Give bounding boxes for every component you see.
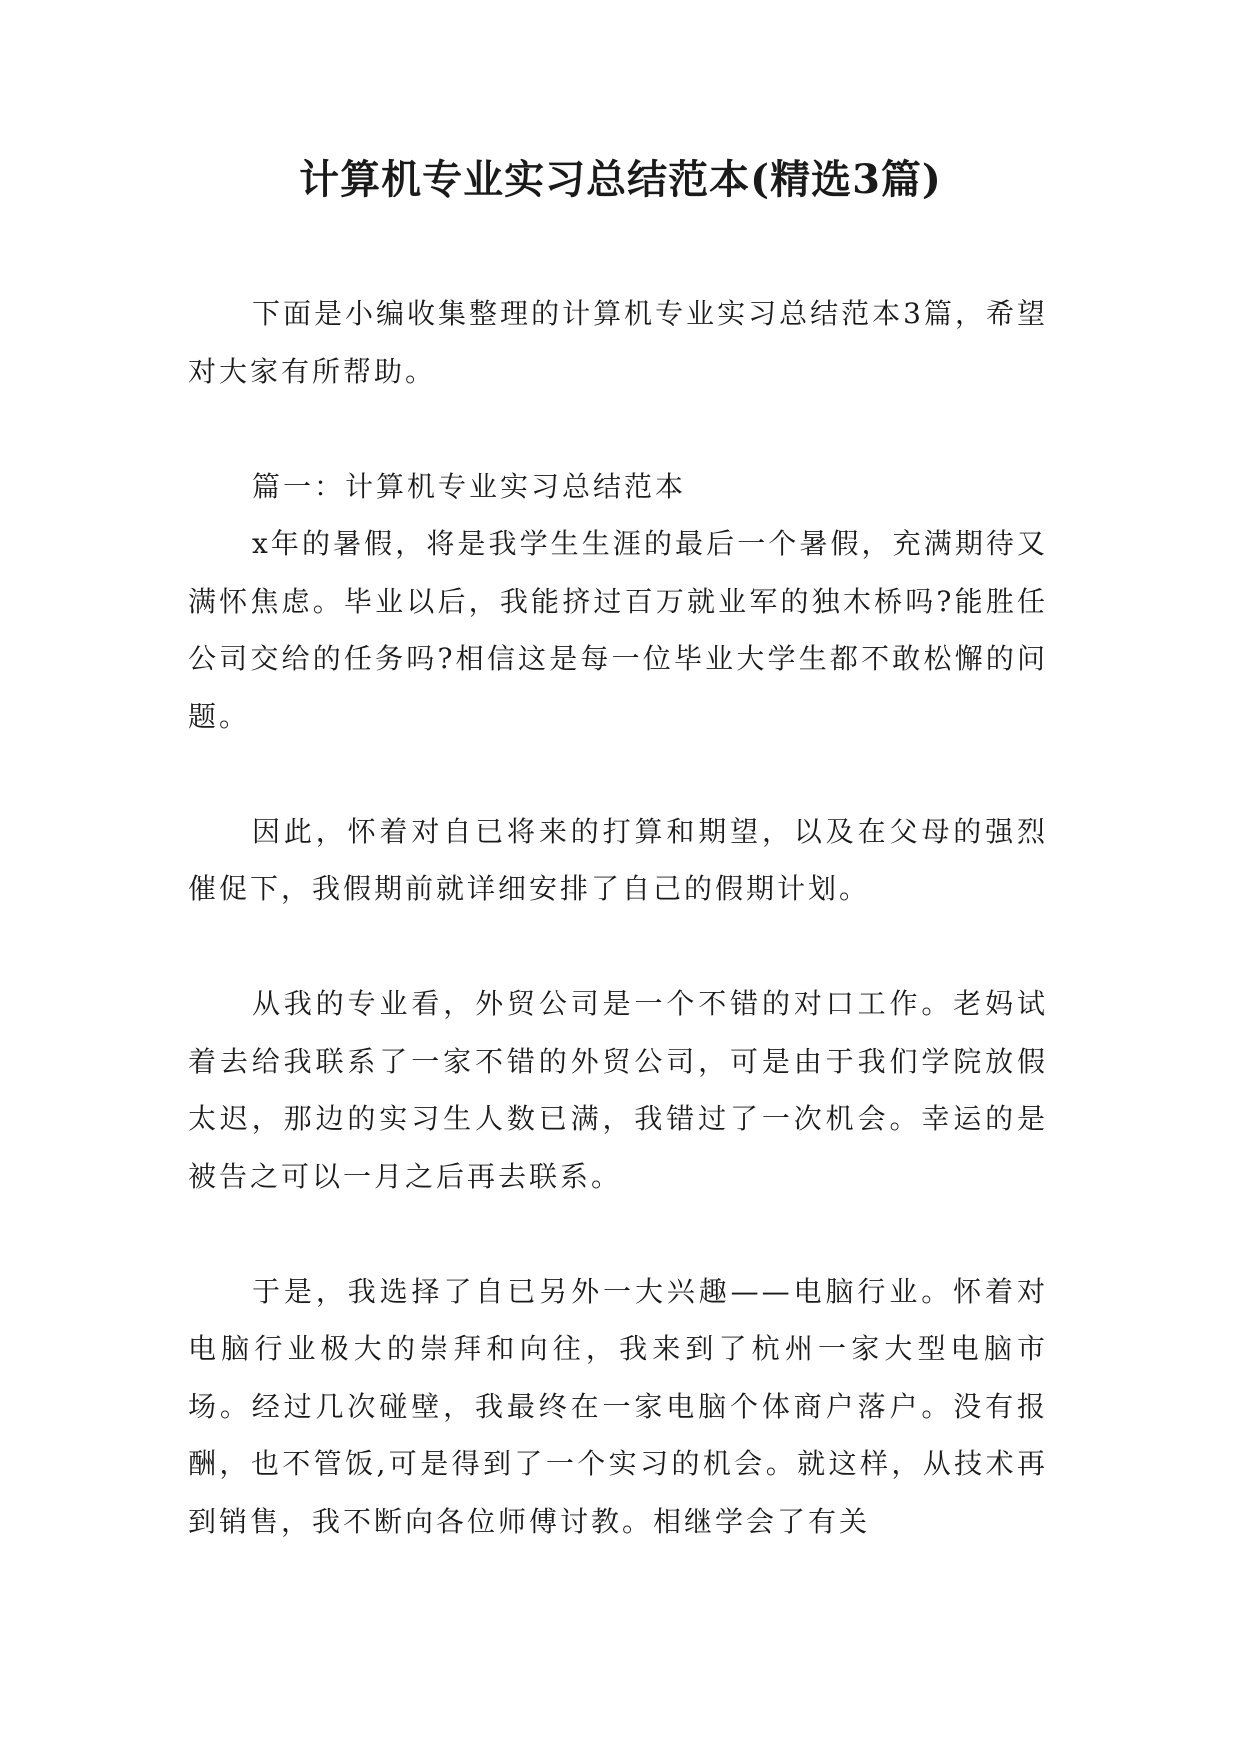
paragraph-gap bbox=[188, 745, 1048, 803]
body-paragraph-1: x年的暑假，将是我学生生涯的最后一个暑假，充满期待又满怀焦虑。毕业以后，我能挤过百万就业军的独木桥吗?能胜任公司交给的任务吗?相信这是每一位毕业大学生都不敢松懈的问题。 bbox=[188, 527, 1048, 733]
document-body bbox=[188, 285, 1048, 1550]
paragraph-gap bbox=[188, 400, 1048, 458]
body-paragraph-2: 因此，怀着对自已将来的打算和期望，以及在父母的强烈催促下，我假期前就详细安排了自己的假期计划。 bbox=[188, 814, 1048, 905]
body-paragraph-3: 从我的专业看，外贸公司是一个不错的对口工作。老妈试着去给我联系了一家不错的外贸公司，可是由于我们学院放假太迟，那边的实习生人数已满，我错过了一次机会。幸运的是被告之可以一月之后再去联系。 bbox=[188, 987, 1048, 1193]
body-paragraph-4: 于是，我选择了自已另外一大兴趣——电脑行业。怀着对电脑行业极大的崇拜和向往，我来到了杭州一家大型电脑市场。经过几次碰壁，我最终在一家电脑个体商户落户。没有报酬，也不管饭,可是得到了一个实习的机会。就这样，从技术再到销售，我不断向各位师傅讨教。相继学会了有关 bbox=[188, 1274, 1048, 1538]
document-title: 计算机专业实习总结范本(精选3篇) bbox=[299, 156, 942, 203]
paragraph-gap bbox=[188, 1205, 1048, 1263]
section-heading: 篇一：计算机专业实习总结范本 bbox=[252, 469, 687, 503]
paragraph-gap bbox=[188, 918, 1048, 976]
intro-paragraph: 下面是小编收集整理的计算机专业实习总结范本3篇，希望对大家有所帮助。 bbox=[188, 297, 1048, 388]
